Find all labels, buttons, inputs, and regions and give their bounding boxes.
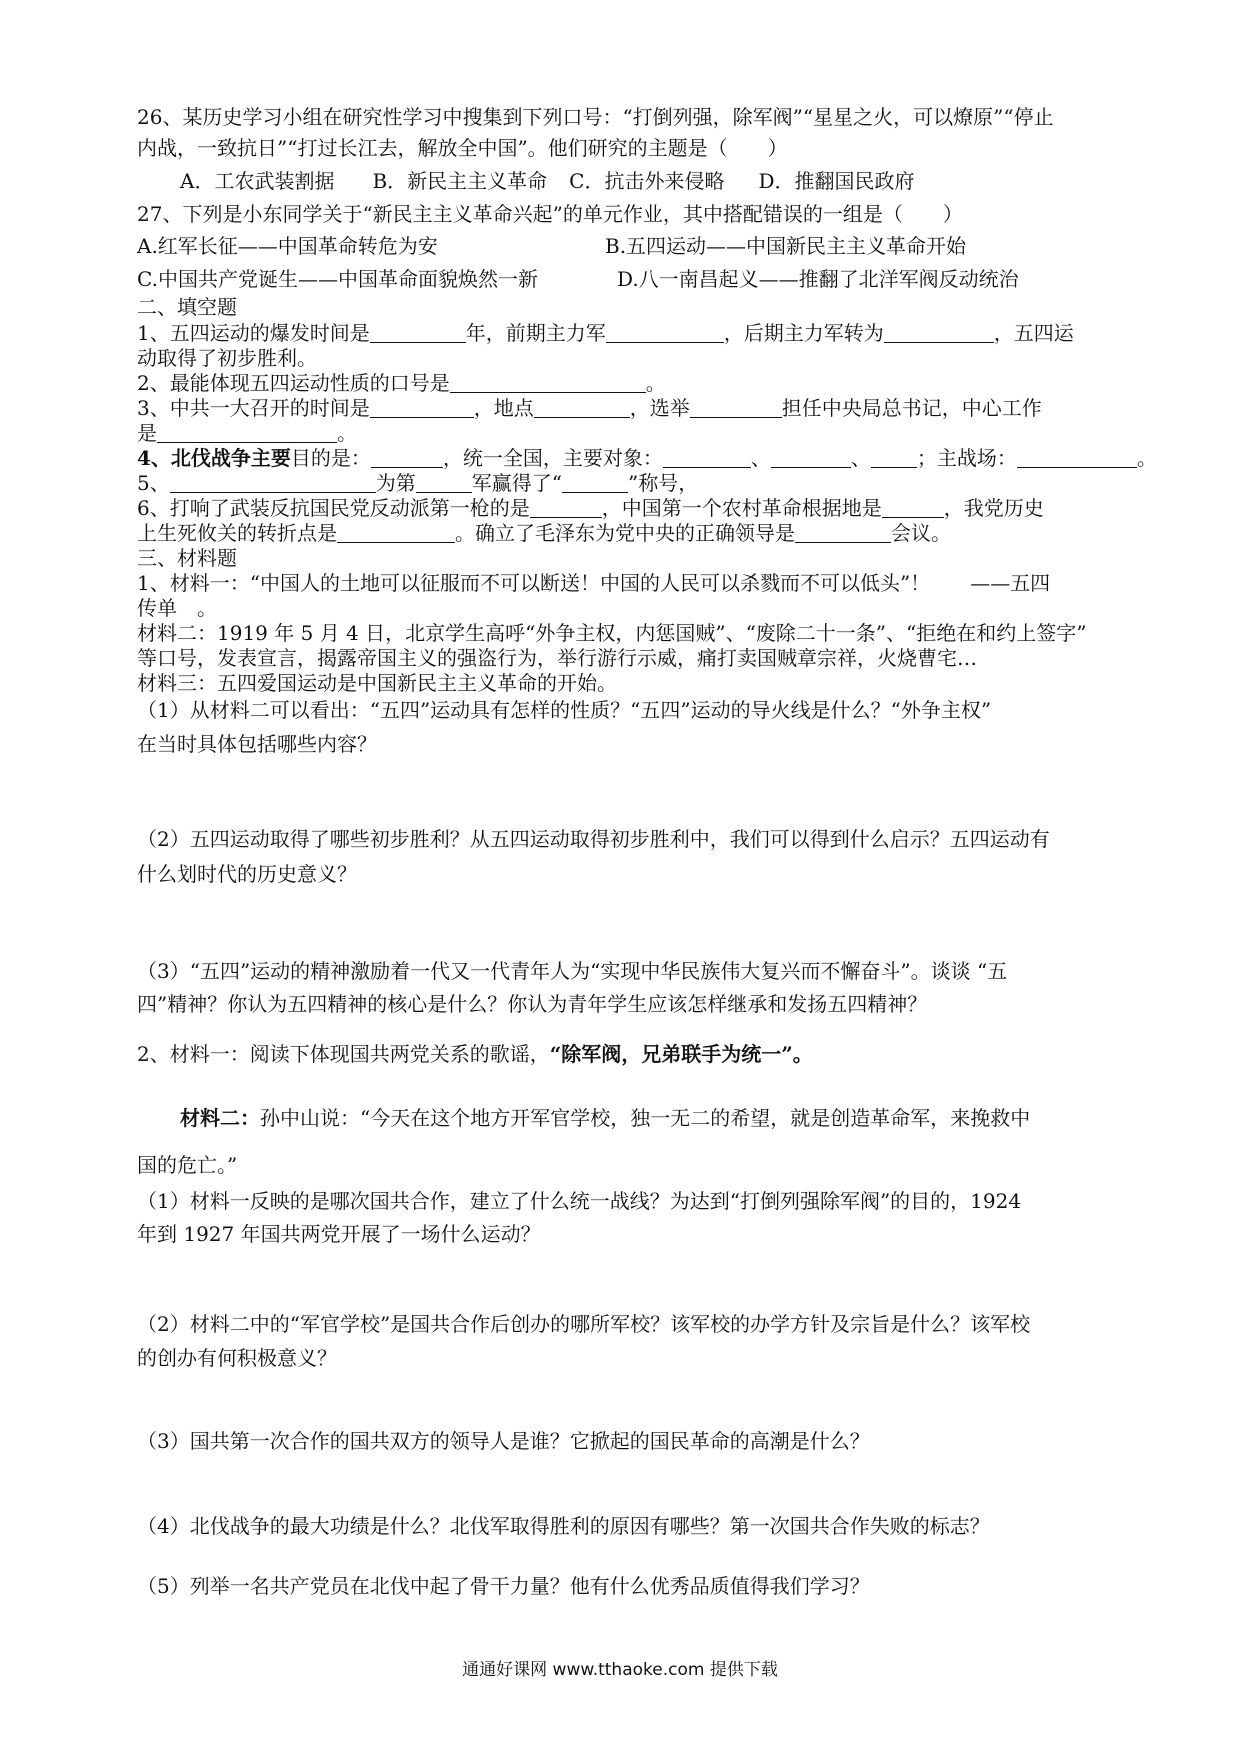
fill-6-text-c: ，我党历史: [943, 496, 1044, 520]
fill-3-text-b: ，地点: [473, 396, 534, 420]
q27-option-d: D.八一南昌起义——推翻了北洋军阀反动统治: [617, 267, 1019, 291]
material-2-line2: 等口号，发表宣言，揭露帝国主义的强盗行为，举行游行示威，痛打卖国贼章宗祥，火烧曹宅…: [137, 646, 977, 670]
fill-4-text-c: ，统一全国，主要对象：: [442, 446, 663, 470]
blank: [370, 322, 466, 343]
material-1-quote: 1、材料一：“中国人的土地可以征服而不可以断送！中国的人民可以杀戮而不可以低头”！: [137, 571, 931, 595]
page-footer: 通通好课网 www.tthaoke.com 提供下载: [462, 1660, 778, 1680]
question-2-2-line2: 的创办有何积极意义？: [137, 1346, 337, 1370]
question-1-1-line1: （1）从材料二可以看出：“五四”运动具有怎样的性质？“五四”运动的导火线是什么？“外争主权”: [137, 698, 992, 722]
fill-1-text-d: ，五四运: [993, 321, 1074, 345]
material-1-line2: 传单 。: [137, 596, 217, 620]
fill-2-text-b: 。: [645, 371, 666, 395]
material-2-1-text: 2、材料一：阅读下体现国共两党关系的歌谣，: [137, 1042, 550, 1066]
fill-item-5: [137, 470, 1125, 496]
material-2-1-line: [137, 1041, 1125, 1067]
blank: [170, 472, 376, 493]
blank: [371, 447, 443, 468]
q27-option-c: C.中国共产党诞生——中国革命面貌焕然一新: [137, 267, 538, 291]
q26-option-a: A．工农武装割据: [180, 169, 335, 193]
material-3-line: 材料三：五四爱国运动是中国新民主主义革命的开始。: [137, 671, 617, 695]
fill-3-text-a: 3、中共一大召开的时间是: [137, 396, 370, 420]
question-2-2-line1: （2）材料二中的“军官学校”是国共合作后创办的哪所军校？该军校的办学方针及宗旨是什么？该军校: [137, 1312, 1031, 1336]
fill-item-1: [137, 320, 1125, 346]
fill-4-text-f: ；主战场：: [916, 446, 1017, 470]
blank: [337, 522, 455, 543]
question-1-2-line2: 什么划时代的历史意义？: [137, 862, 357, 886]
blank: [530, 497, 602, 518]
fill-3-text-f: 。: [337, 421, 357, 445]
material-2-2-quote: 孙中山说：“今天在这个地方开军官学校，独一无二的希望，就是创造革命军，来挽救中: [260, 1106, 1031, 1130]
blank: [690, 397, 782, 418]
fill-3-text-c: ，选举: [629, 396, 690, 420]
fill-item-6: [137, 495, 1125, 521]
question-2-5: （5）列举一名共产党员在北伐中起了骨干力量？他有什么优秀品质值得我们学习？: [137, 1574, 870, 1598]
fill-item-4: [137, 445, 1157, 471]
material-heading: 三、材料题: [137, 546, 237, 570]
q26-options: [180, 168, 1125, 194]
blank: [534, 397, 630, 418]
question-2-3: （3）国共第一次合作的国共双方的领导人是谁？它掀起的国民革命的高潮是什么？: [137, 1429, 870, 1453]
blank: [562, 472, 628, 493]
fill-4-text-a: 4、北伐战争主要: [137, 446, 291, 470]
fill-1-text-c: ，后期主力军转为: [723, 321, 884, 345]
fill-3-text-d: 担任中央局总书记，中心工作: [781, 396, 1042, 420]
fill-2-text-a: 2、最能体现五四运动性质的口号是: [137, 371, 450, 395]
q27-option-a: A.红军长征——中国革命转危为安: [137, 234, 438, 258]
fill-6-text-e: 。确立了毛泽东为党中央的正确领导是: [455, 521, 795, 545]
blank: [771, 447, 851, 468]
blank: [1017, 447, 1137, 468]
q26-line1: 26、某历史学习小组在研究性学习中搜集到下列口号：“打倒列强，除军阀”“星星之火，可以燎原”“停止: [137, 105, 1054, 129]
question-1-1-line2: 在当时具体包括哪些内容？: [137, 732, 377, 756]
blank: [450, 372, 646, 393]
material-2-2-line1: [180, 1105, 1125, 1131]
fill-5-text-c: 军赢得了“: [471, 471, 562, 495]
fill-4-text-b: 目的是：: [290, 446, 371, 470]
blank: [370, 397, 474, 418]
question-1-3-line2: 四”精神？你认为五四精神的核心是什么？你认为青年学生应该怎样继承和发扬五四精神？: [137, 992, 928, 1016]
fill-3-text-e: 是: [137, 421, 157, 445]
material-2-2-line2: 国的危亡。”: [137, 1153, 238, 1177]
fill-heading: 二、填空题: [137, 295, 237, 319]
fill-1-continue: 动取得了初步胜利。: [137, 346, 317, 370]
blank: [663, 447, 751, 468]
fill-6-text-f: 会议。: [891, 521, 951, 545]
fill-item-2: [137, 370, 1125, 396]
question-1-3-line1: （3）“五四”运动的精神激励着一代又一代青年人为“实现中华民族伟大复兴而不懈奋斗”。谈谈 “五: [137, 959, 1008, 983]
material-1-line1: [137, 570, 1125, 596]
fill-5-text-d: ”称号，: [627, 471, 699, 495]
q27-row2: [137, 266, 1125, 292]
fill-4-text-e: 、: [850, 446, 871, 470]
material-1-source: ——五四: [970, 571, 1051, 595]
fill-6-text-d: 上生死攸关的转折点是: [137, 521, 337, 545]
blank: [157, 422, 337, 443]
q27-row1: [137, 233, 1125, 259]
blank: [606, 322, 724, 343]
fill-4-text-g: 。: [1136, 446, 1157, 470]
fill-5-text-b: 为第: [375, 471, 416, 495]
blank: [884, 322, 994, 343]
fill-1-text-b: 年，前期主力军: [465, 321, 606, 345]
fill-6-text-b: ，中国第一个农村革命根据地是: [601, 496, 882, 520]
question-2-4: （4）北伐战争的最大功绩是什么？北伐军取得胜利的原因有哪些？第一次国共合作失败的标志？: [137, 1514, 990, 1538]
blank: [871, 447, 917, 468]
q26-line2: 内战，一致抗日”“打过长江去，解放全中国”。他们研究的主题是（ ）: [137, 136, 788, 160]
question-2-1-line2: 年到 1927 年国共两党开展了一场什么运动？: [137, 1222, 541, 1246]
material-2-line1: 材料二：1919 年 5 月 4 日，北京学生高呼“外争主权，内惩国贼”、“废除二十一条”、“拒绝在和约上签字”: [137, 621, 1087, 645]
blank: [795, 522, 891, 543]
fill-3-continue: [137, 420, 1125, 446]
fill-5-text-a: 5、: [137, 471, 170, 495]
q27-option-b: B.五四运动——中国新民主主义革命开始: [605, 234, 967, 258]
question-1-2-line1: （2）五四运动取得了哪些初步胜利？从五四运动取得初步胜利中，我们可以得到什么启示？五四运动有: [137, 827, 1050, 851]
fill-item-3: [137, 395, 1125, 421]
q27-line1: 27、下列是小东同学关于“新民主主义革命兴起”的单元作业，其中搭配错误的一组是（ ）: [137, 202, 963, 226]
fill-4-text-d: 、: [750, 446, 771, 470]
q26-option-b: B．新民主主义革命: [372, 169, 548, 193]
material-2-1-song: “除军阀，兄弟联手为统一”。: [549, 1042, 813, 1066]
fill-6-continue: [137, 520, 1125, 546]
question-2-1-line1: （1）材料一反映的是哪次国共合作，建立了什么统一战线？为达到“打倒列强除军阀”的目的，1924: [137, 1189, 1022, 1213]
q26-option-c: C．抗击外来侵略: [569, 169, 725, 193]
q26-option-d: D．推翻国民政府: [758, 169, 915, 193]
fill-6-text-a: 6、打响了武装反抗国民党反动派第一枪的是: [137, 496, 530, 520]
fill-1-text-a: 1、五四运动的爆发时间是: [137, 321, 370, 345]
blank: [882, 497, 944, 518]
blank: [416, 472, 472, 493]
material-2-2-label: 材料二：: [180, 1106, 260, 1130]
